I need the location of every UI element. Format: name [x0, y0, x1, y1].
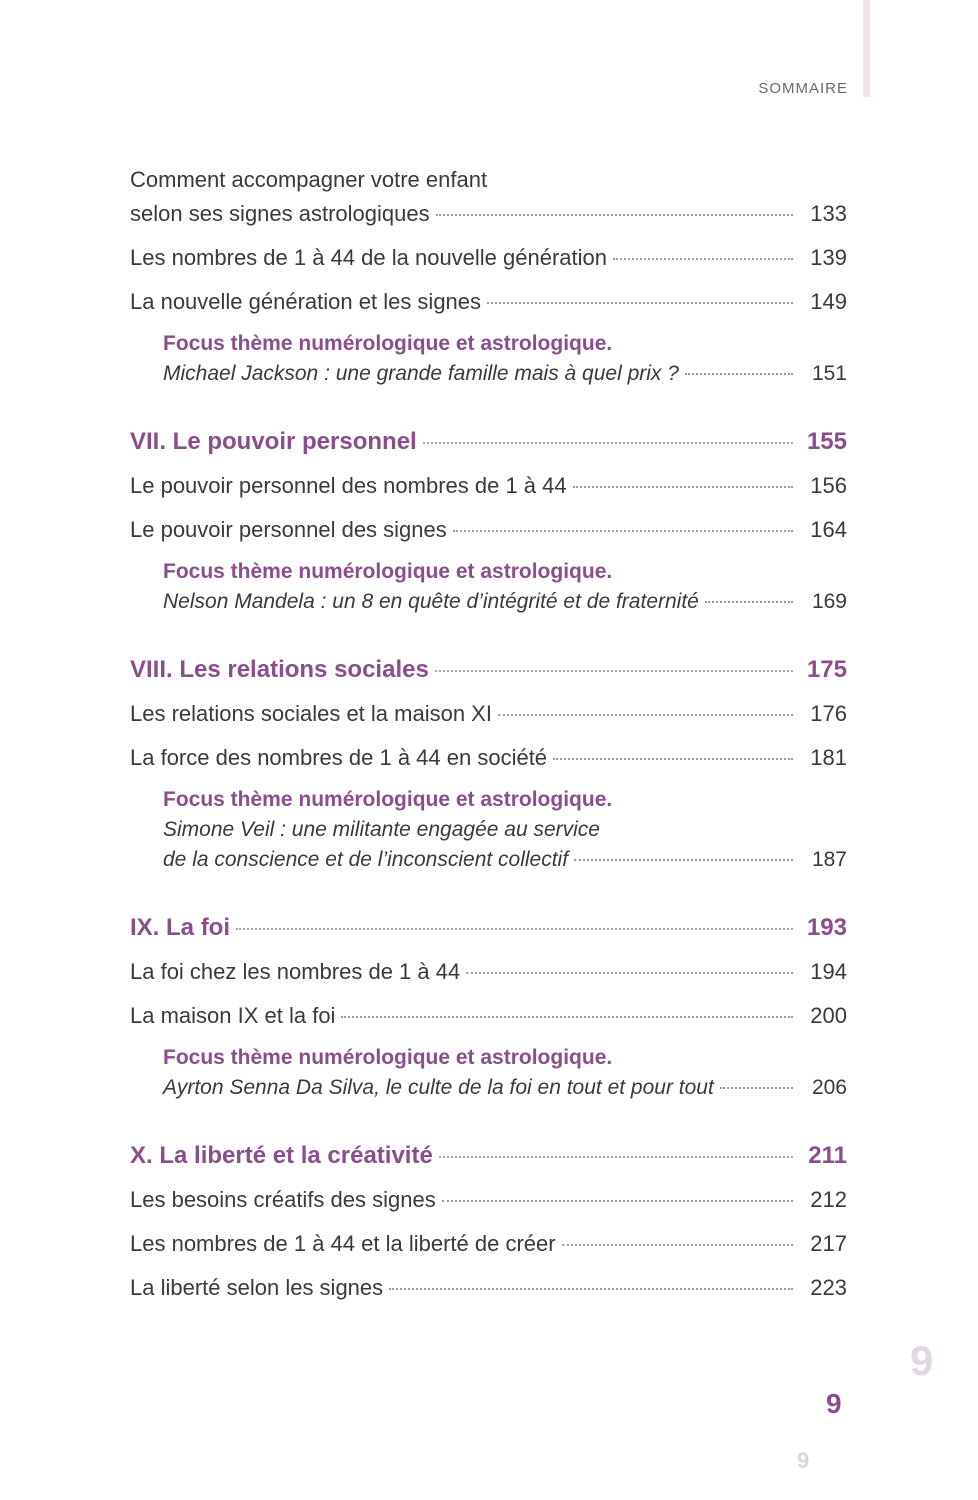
dot-leader: [389, 1288, 793, 1290]
focus-entry: [163, 845, 847, 875]
dot-leader: [436, 214, 793, 216]
toc-entry-title: Les besoins créatifs des signes: [130, 1187, 436, 1212]
page-number-ghost: 9: [910, 1337, 934, 1384]
toc-entry[interactable]: [130, 697, 847, 731]
chapter-page: 155: [806, 428, 847, 455]
toc-entry-page: 200: [810, 1003, 847, 1028]
focus-title: Ayrton Senna Da Silva, le culte de la foi en tout et pour tout: [163, 1076, 714, 1099]
toc-entry-page: 181: [810, 745, 847, 770]
dot-leader: [705, 601, 793, 603]
focus-heading: Focus thème numérologique et astrologique.: [163, 332, 613, 355]
toc-entry[interactable]: [130, 197, 847, 231]
focus-block[interactable]: [130, 557, 847, 617]
focus-page: 151: [811, 362, 847, 385]
toc-entry-page: 133: [810, 201, 847, 226]
focus-entry: [163, 587, 847, 617]
dot-leader: [423, 442, 793, 444]
toc-entry-intro-line: Comment accompagner votre enfant: [130, 167, 488, 192]
toc-entry[interactable]: [130, 241, 847, 275]
toc-entry[interactable]: [130, 469, 847, 503]
toc-entry-title: Le pouvoir personnel des nombres de 1 à 44: [130, 473, 567, 498]
toc-entry-page: 139: [810, 245, 847, 270]
dot-leader: [435, 670, 793, 672]
toc-entry-title: selon ses signes astrologiques: [130, 201, 430, 226]
dot-leader: [453, 530, 793, 532]
focus-heading: Focus thème numérologique et astrologique.: [163, 560, 613, 583]
dot-leader: [442, 1200, 793, 1202]
page-number-ghost-small: 9: [797, 1448, 810, 1473]
table-of-contents: [130, 163, 847, 1315]
dot-leader: [341, 1016, 793, 1018]
chapter-title: VIII. Les relations sociales: [130, 656, 429, 683]
toc-entry-page: 164: [810, 517, 847, 542]
toc-entry[interactable]: [130, 1227, 847, 1261]
toc-entry[interactable]: [130, 285, 847, 319]
dot-leader: [553, 758, 793, 760]
focus-line: Simone Veil : une militante engagée au service: [163, 818, 600, 841]
page-edge-tab: [863, 0, 870, 97]
toc-entry-title: La nouvelle génération et les signes: [130, 289, 482, 314]
toc-entry-title: La force des nombres de 1 à 44 en société: [130, 745, 548, 770]
focus-entry: [163, 1073, 847, 1103]
focus-block[interactable]: [130, 329, 847, 389]
focus-entry: [163, 359, 847, 389]
dot-leader: [685, 373, 793, 375]
focus-block[interactable]: [130, 1043, 847, 1103]
chapter-title: IX. La foi: [130, 914, 231, 941]
focus-page: 187: [811, 848, 847, 871]
toc-entry-page: 156: [810, 473, 847, 498]
focus-heading: Focus thème numérologique et astrologique.: [163, 1046, 613, 1069]
focus-page: 206: [811, 1076, 847, 1099]
toc-entry-title: Les relations sociales et la maison XI: [130, 701, 492, 726]
focus-heading: Focus thème numérologique et astrologique.: [163, 788, 613, 811]
toc-entry-page: 223: [810, 1275, 847, 1300]
dot-leader: [466, 972, 793, 974]
focus-title: Michael Jackson : une grande famille mais à quel prix ?: [163, 362, 679, 385]
chapter-page: 211: [808, 1142, 847, 1169]
chapter-page: 175: [806, 656, 847, 683]
toc-entry-page: 176: [810, 701, 847, 726]
focus-block[interactable]: [130, 785, 847, 875]
toc-entry-title: Les nombres de 1 à 44 et la liberté de créer: [130, 1231, 556, 1256]
dot-leader: [236, 928, 793, 930]
chapter-title: VII. Le pouvoir personnel: [130, 428, 417, 455]
toc-entry-page: 149: [810, 289, 847, 314]
toc-entry-title: Le pouvoir personnel des signes: [130, 517, 447, 542]
toc-entry[interactable]: [130, 1183, 847, 1217]
chapter-heading-x[interactable]: [130, 1139, 847, 1173]
dot-leader: [613, 258, 793, 260]
toc-entry-title: La foi chez les nombres de 1 à 44: [130, 959, 461, 984]
dot-leader: [487, 302, 793, 304]
focus-title: Nelson Mandela : un 8 en quête d’intégrité et de fraternité: [163, 590, 699, 613]
dot-leader: [573, 486, 793, 488]
toc-entry[interactable]: [130, 999, 847, 1033]
page-number: 9: [826, 1388, 842, 1419]
dot-leader: [562, 1244, 793, 1246]
toc-entry-title: La liberté selon les signes: [130, 1275, 384, 1300]
toc-entry-title: Les nombres de 1 à 44 de la nouvelle génération: [130, 245, 608, 270]
toc-entry-page: 217: [810, 1231, 847, 1256]
dot-leader: [498, 714, 793, 716]
toc-entry-page: 194: [810, 959, 847, 984]
focus-page: 169: [811, 590, 847, 613]
toc-entry[interactable]: [130, 741, 847, 775]
focus-title: de la conscience et de l’inconscient collectif: [163, 848, 569, 871]
toc-entry-page: 212: [810, 1187, 847, 1212]
toc-entry-title: La maison IX et la foi: [130, 1003, 336, 1028]
chapter-page: 193: [806, 914, 847, 941]
dot-leader: [574, 859, 793, 861]
toc-entry[interactable]: [130, 1271, 847, 1305]
chapter-title: X. La liberté et la créativité: [130, 1142, 433, 1169]
dot-leader: [439, 1156, 793, 1158]
dot-leader: [720, 1087, 793, 1089]
chapter-heading-vii[interactable]: [130, 425, 847, 459]
toc-entry[interactable]: [130, 955, 847, 989]
chapter-heading-viii[interactable]: [130, 653, 847, 687]
toc-entry[interactable]: [130, 513, 847, 547]
running-header: SOMMAIRE: [758, 80, 848, 97]
chapter-heading-ix[interactable]: [130, 911, 847, 945]
